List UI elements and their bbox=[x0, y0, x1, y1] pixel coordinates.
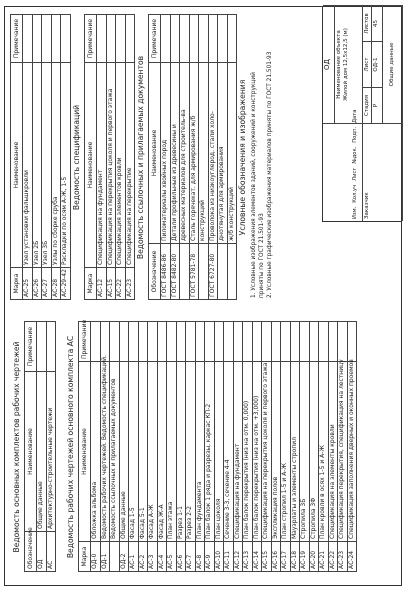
table-cell: АС-2 bbox=[138, 542, 148, 572]
table-cell: Спецификация на фундамент bbox=[97, 63, 107, 268]
table-row bbox=[32, 15, 42, 300]
table-cell: ОД bbox=[37, 532, 47, 572]
table-cell bbox=[281, 322, 291, 362]
stamp-code: ОД bbox=[323, 5, 335, 123]
table-cell bbox=[252, 322, 262, 362]
table-cell: ГОСТ 8482-80 bbox=[170, 244, 180, 300]
table-row bbox=[116, 15, 126, 300]
table-cell: АС-3 bbox=[148, 542, 158, 572]
table-cell: Узлы по сборке сруба bbox=[51, 63, 61, 268]
column-header: Наименование bbox=[25, 372, 37, 532]
table-cell: Раскладки по осям А-Ж, 1-5 bbox=[61, 63, 71, 268]
stage-value: Р bbox=[372, 87, 383, 123]
table-row bbox=[218, 15, 228, 300]
table-row bbox=[180, 15, 190, 300]
symbols-line-2: приняты по ГОСТ 21.501-93 bbox=[259, 213, 266, 298]
table-cell: Фасад А-Ж bbox=[148, 362, 158, 542]
table-cell: АС bbox=[46, 532, 56, 572]
table-header-row bbox=[25, 322, 37, 572]
table-cell bbox=[224, 322, 234, 362]
table-cell bbox=[119, 322, 129, 362]
column-header: Примечание bbox=[79, 322, 91, 362]
table-cell bbox=[110, 322, 120, 362]
sheets-value: 45 bbox=[372, 5, 383, 41]
table-cell: АС-10 bbox=[214, 542, 224, 572]
table-cell: Ведомость рабочих чертежей. Ведомость спецификаций. bbox=[100, 362, 110, 542]
table-cell: АС-13 bbox=[243, 542, 253, 572]
table-cell: конструкций bbox=[199, 63, 209, 244]
table-cell: АС-20 bbox=[309, 542, 319, 572]
table-cell: Детали профильные из древесины и bbox=[170, 63, 180, 244]
table-cell: Спецификация на элементы кровли bbox=[328, 362, 338, 542]
sheet-value: ОД-1 bbox=[372, 41, 383, 87]
table-row bbox=[23, 15, 33, 300]
table-row bbox=[199, 15, 209, 300]
table-row bbox=[214, 322, 224, 572]
table-row bbox=[157, 322, 167, 572]
table-cell: План этажа bbox=[167, 362, 177, 542]
specs-table bbox=[84, 14, 135, 300]
table-cell bbox=[161, 15, 171, 63]
table-cell bbox=[199, 15, 209, 63]
table-cell bbox=[338, 322, 348, 362]
table-cell bbox=[214, 322, 224, 362]
table-row bbox=[208, 15, 218, 300]
table-cell bbox=[148, 322, 158, 362]
role-label-5: Дата bbox=[352, 109, 358, 124]
table-row bbox=[148, 322, 158, 572]
table-row bbox=[161, 15, 171, 300]
table-cell bbox=[91, 322, 101, 362]
column-header: Наименование bbox=[149, 63, 161, 244]
column-header: Примечание bbox=[25, 322, 37, 372]
table-cell: ОД-0 bbox=[91, 542, 101, 572]
table-row bbox=[195, 322, 205, 572]
table-cell: Обложка альбома bbox=[91, 362, 101, 542]
table-row bbox=[328, 322, 338, 572]
column-header: Примечание bbox=[11, 15, 23, 63]
table-row bbox=[205, 322, 215, 572]
table-row bbox=[138, 322, 148, 572]
table-row bbox=[176, 322, 186, 572]
table-cell bbox=[37, 322, 47, 372]
table-header-row bbox=[149, 15, 161, 300]
table-cell bbox=[186, 322, 196, 362]
table-cell: Стропила 3Б bbox=[300, 362, 310, 542]
table-cell bbox=[138, 322, 148, 362]
table-row bbox=[227, 15, 237, 300]
table-cell: Архитектурно-строительные чертежи bbox=[46, 372, 56, 532]
table-cell: АС-9 bbox=[205, 542, 215, 572]
table-cell bbox=[262, 322, 272, 362]
table-cell: ОД-1 bbox=[100, 542, 110, 572]
table-cell: АС-18 bbox=[290, 542, 300, 572]
table-cell bbox=[51, 15, 61, 63]
table-cell: АС-12 bbox=[233, 542, 243, 572]
column-header: Марка bbox=[11, 268, 23, 300]
table-cell: Разрез 1-1 bbox=[176, 362, 186, 542]
table-cell bbox=[208, 15, 218, 63]
table-row bbox=[106, 15, 116, 300]
table-row bbox=[51, 15, 61, 300]
table-row bbox=[110, 322, 120, 572]
table-cell: Общие данные bbox=[119, 362, 129, 542]
main-drawings-title: Ведомость основных комплектов рабочих чертежей bbox=[12, 341, 21, 553]
table-row bbox=[319, 322, 329, 572]
table-cell bbox=[189, 15, 199, 63]
table-cell: ГОСТ 6727-80 bbox=[208, 244, 218, 300]
references-title: Ведомость ссылочных и прилагаемых документов bbox=[136, 55, 145, 260]
column-header: Наименование bbox=[85, 63, 97, 268]
table-cell: Фасад Ж-А bbox=[157, 362, 167, 542]
table-cell bbox=[167, 322, 177, 362]
table-cell: Спецификация элементов кровли bbox=[116, 63, 126, 268]
role-label-0: Изм. bbox=[352, 206, 358, 219]
table-cell: Стропила 3Ф bbox=[309, 362, 319, 542]
table-row bbox=[281, 322, 291, 572]
table-cell: АС-1 bbox=[129, 542, 139, 572]
specs-title: Ведомость спецификаций bbox=[72, 104, 81, 211]
project-line-1: Наименование объекта bbox=[336, 30, 342, 99]
table-cell: Ведомость ссылочных и прилагаемых документов bbox=[110, 362, 120, 542]
table-cell bbox=[46, 322, 56, 372]
sheets-label: Листов bbox=[363, 5, 372, 41]
table-cell: Спецификация на фундамент bbox=[233, 362, 243, 542]
symbols-title: Условные обозначения и изображения bbox=[238, 79, 247, 236]
table-cell: План балок перекрытия (низ на отм. +3,000) bbox=[252, 362, 262, 542]
table-cell bbox=[116, 15, 126, 63]
table-row bbox=[189, 15, 199, 300]
table-cell: Разрез 2-2 bbox=[186, 362, 196, 542]
table-row bbox=[42, 15, 52, 300]
table-cell bbox=[218, 244, 228, 300]
table-cell: АС-17 bbox=[281, 542, 291, 572]
table-cell bbox=[319, 322, 329, 362]
column-header: Примечание bbox=[85, 15, 97, 63]
table-row bbox=[97, 15, 107, 300]
table-cell: Мауэрлаты и элементы стропил bbox=[290, 362, 300, 542]
table-cell bbox=[227, 15, 237, 63]
table-cell: Фасад 1-5 bbox=[129, 362, 139, 542]
table-cell: АС-15 bbox=[106, 268, 116, 300]
table-cell: АС-29-42 bbox=[61, 268, 71, 300]
table-cell: План кровли в осях 1-5 и А-Ж bbox=[319, 362, 329, 542]
table-row bbox=[290, 322, 300, 572]
column-header: Обозначение bbox=[149, 244, 161, 300]
table-cell: АС-28 bbox=[51, 268, 61, 300]
table-row bbox=[338, 322, 348, 572]
table-cell: ж/б конструкций bbox=[227, 63, 237, 244]
table-cell: АС-23 bbox=[338, 542, 348, 572]
stage-label: Стадия bbox=[363, 87, 372, 123]
table-row bbox=[119, 322, 129, 572]
table-row bbox=[170, 15, 180, 300]
table-cell bbox=[227, 244, 237, 300]
table-row bbox=[91, 322, 101, 572]
table-cell: АС-27 bbox=[42, 268, 52, 300]
table-cell: Сечение 3-3, сечение 4-4 bbox=[224, 362, 234, 542]
table-cell: АС-19 bbox=[300, 542, 310, 572]
revision-grid bbox=[323, 109, 363, 221]
column-header: Примечание bbox=[149, 15, 161, 63]
table-cell: АС-16 bbox=[271, 542, 281, 572]
table-cell: Проволока из низкоуглерод. стали холо- bbox=[208, 63, 218, 244]
symbols-line-3: 2. Условные графические изображения материалов приняты по ГОСТ 21.501-93 bbox=[267, 51, 274, 298]
column-header: Наименование bbox=[11, 63, 23, 268]
table-cell: АС-25 bbox=[23, 268, 33, 300]
table-cell: АС-22 bbox=[328, 542, 338, 572]
table-cell: АС-4 bbox=[157, 542, 167, 572]
table-cell: АС-7 bbox=[186, 542, 196, 572]
column-header: Наименование bbox=[79, 362, 91, 542]
table-cell: План балок перекрытия (низ на отм. 0,000) bbox=[243, 362, 253, 542]
table-cell: ГОСТ 8486-86 bbox=[161, 244, 171, 300]
table-cell: АС-6 bbox=[176, 542, 186, 572]
table-row bbox=[262, 322, 272, 572]
table-cell bbox=[42, 15, 52, 63]
column-header: Марка bbox=[85, 268, 97, 300]
table-cell bbox=[176, 322, 186, 362]
table-row bbox=[309, 322, 319, 572]
table-row bbox=[100, 322, 110, 572]
table-cell: Сталь горячекат. для армирования ж/б bbox=[189, 63, 199, 244]
references-table bbox=[148, 14, 237, 300]
table-cell: Фасад 5-1 bbox=[138, 362, 148, 542]
table-row bbox=[347, 322, 357, 572]
role-label-2: Лист bbox=[352, 167, 358, 181]
as-sheets-title: Ведомость рабочих чертежей основного комплекта АС bbox=[66, 335, 75, 559]
table-cell bbox=[125, 15, 135, 63]
table-cell: АС-12 bbox=[97, 268, 107, 300]
table-row bbox=[186, 322, 196, 572]
table-cell bbox=[110, 542, 120, 572]
table-cell bbox=[180, 15, 190, 63]
table-cell: Общие данные bbox=[37, 372, 47, 532]
table-cell: ОД-2 bbox=[119, 542, 129, 572]
table-cell bbox=[180, 244, 190, 300]
table-cell: Спецификация на перекрытия цоколя и первого этажа bbox=[262, 362, 272, 542]
table-row bbox=[129, 322, 139, 572]
table-cell: АС-14 bbox=[252, 542, 262, 572]
continuation-table bbox=[10, 14, 71, 300]
table-cell: План фундамента bbox=[195, 362, 205, 542]
sheet-label: Лист bbox=[363, 41, 372, 87]
table-cell: План балок 1 ряда и разрезы, каркас КП-2 bbox=[205, 362, 215, 542]
table-row bbox=[271, 322, 281, 572]
table-cell bbox=[300, 322, 310, 362]
table-row bbox=[125, 15, 135, 300]
table-cell: План цоколя bbox=[214, 362, 224, 542]
table-cell bbox=[243, 322, 253, 362]
table-cell: План стропил 1-5 и А-Ж bbox=[281, 362, 291, 542]
table-row bbox=[37, 322, 47, 572]
customer-label: Заказчик bbox=[364, 192, 370, 219]
table-row bbox=[61, 15, 71, 300]
table-cell bbox=[199, 244, 209, 300]
role-label-1: Кол.уч bbox=[352, 184, 358, 203]
table-cell: АС-24 bbox=[347, 542, 357, 572]
table-cell: АС-8 bbox=[195, 542, 205, 572]
table-cell bbox=[218, 15, 228, 63]
table-row bbox=[233, 322, 243, 572]
symbols-notes bbox=[250, 52, 275, 298]
customer-cell bbox=[363, 123, 403, 221]
title-block bbox=[322, 6, 402, 222]
stamp-project bbox=[335, 5, 363, 123]
table-header-row bbox=[79, 322, 91, 572]
table-cell: Спецификация на перекрытия цоколя и первого этажа bbox=[106, 63, 116, 268]
table-cell bbox=[195, 322, 205, 362]
table-cell bbox=[32, 15, 42, 63]
table-cell bbox=[205, 322, 215, 362]
column-header: Обозначение bbox=[25, 532, 37, 572]
table-row bbox=[300, 322, 310, 572]
role-label-4: Подп. bbox=[352, 127, 358, 143]
table-cell bbox=[23, 15, 33, 63]
table-row bbox=[224, 322, 234, 572]
table-cell bbox=[97, 15, 107, 63]
table-cell: АС-15 bbox=[262, 542, 272, 572]
table-cell bbox=[347, 322, 357, 362]
table-cell bbox=[61, 15, 71, 63]
table-cell: Экспликация полов bbox=[271, 362, 281, 542]
table-row bbox=[46, 322, 56, 572]
table-cell bbox=[271, 322, 281, 362]
table-cell bbox=[328, 322, 338, 362]
table-cell: АС-22 bbox=[116, 268, 126, 300]
table-cell: АС-11 bbox=[224, 542, 234, 572]
table-cell: Узел 3Б bbox=[42, 63, 52, 268]
table-cell: АС-26 bbox=[32, 268, 42, 300]
table-cell bbox=[106, 15, 116, 63]
table-cell: древесных материалов для строитель-ва bbox=[180, 63, 190, 244]
as-sheets-table bbox=[78, 321, 357, 572]
table-cell: Спецификация заполнения дверных и оконных проемов bbox=[347, 362, 357, 542]
table-cell bbox=[170, 15, 180, 63]
table-cell: Спецификация перекрытия, спецификация на лестницу bbox=[338, 362, 348, 542]
role-label-3: №док. bbox=[352, 146, 358, 164]
table-cell bbox=[233, 322, 243, 362]
table-cell bbox=[129, 322, 139, 362]
table-cell: Узел 2Б bbox=[32, 63, 42, 268]
table-cell bbox=[290, 322, 300, 362]
table-cell bbox=[157, 322, 167, 362]
table-row bbox=[252, 322, 262, 572]
table-header-row bbox=[85, 15, 97, 300]
table-cell: днотянутая для армирования bbox=[218, 63, 228, 244]
table-header-row bbox=[11, 15, 23, 300]
table-cell: АС-23 bbox=[125, 268, 135, 300]
table-cell: Спецификация на перекрытие bbox=[125, 63, 135, 268]
table-cell: Узел установки фальшкровли bbox=[23, 63, 33, 268]
table-row bbox=[167, 322, 177, 572]
table-row bbox=[243, 322, 253, 572]
table-cell: Пиломатериалы хвойных пород bbox=[161, 63, 171, 244]
table-cell: ГОСТ 5781-78 bbox=[189, 244, 199, 300]
doc-title: Общие данные bbox=[383, 5, 403, 123]
main-drawings-table bbox=[24, 321, 56, 572]
table-cell: АС-21 bbox=[319, 542, 329, 572]
project-line-2: Жилой дом 12,5х12,5 (м) bbox=[343, 28, 349, 101]
table-cell bbox=[309, 322, 319, 362]
table-cell: АС-5 bbox=[167, 542, 177, 572]
column-header: Марка bbox=[79, 542, 91, 572]
symbols-line-1: 1. Условные изображения элементов зданий, сооружений и конструкций bbox=[251, 72, 257, 298]
